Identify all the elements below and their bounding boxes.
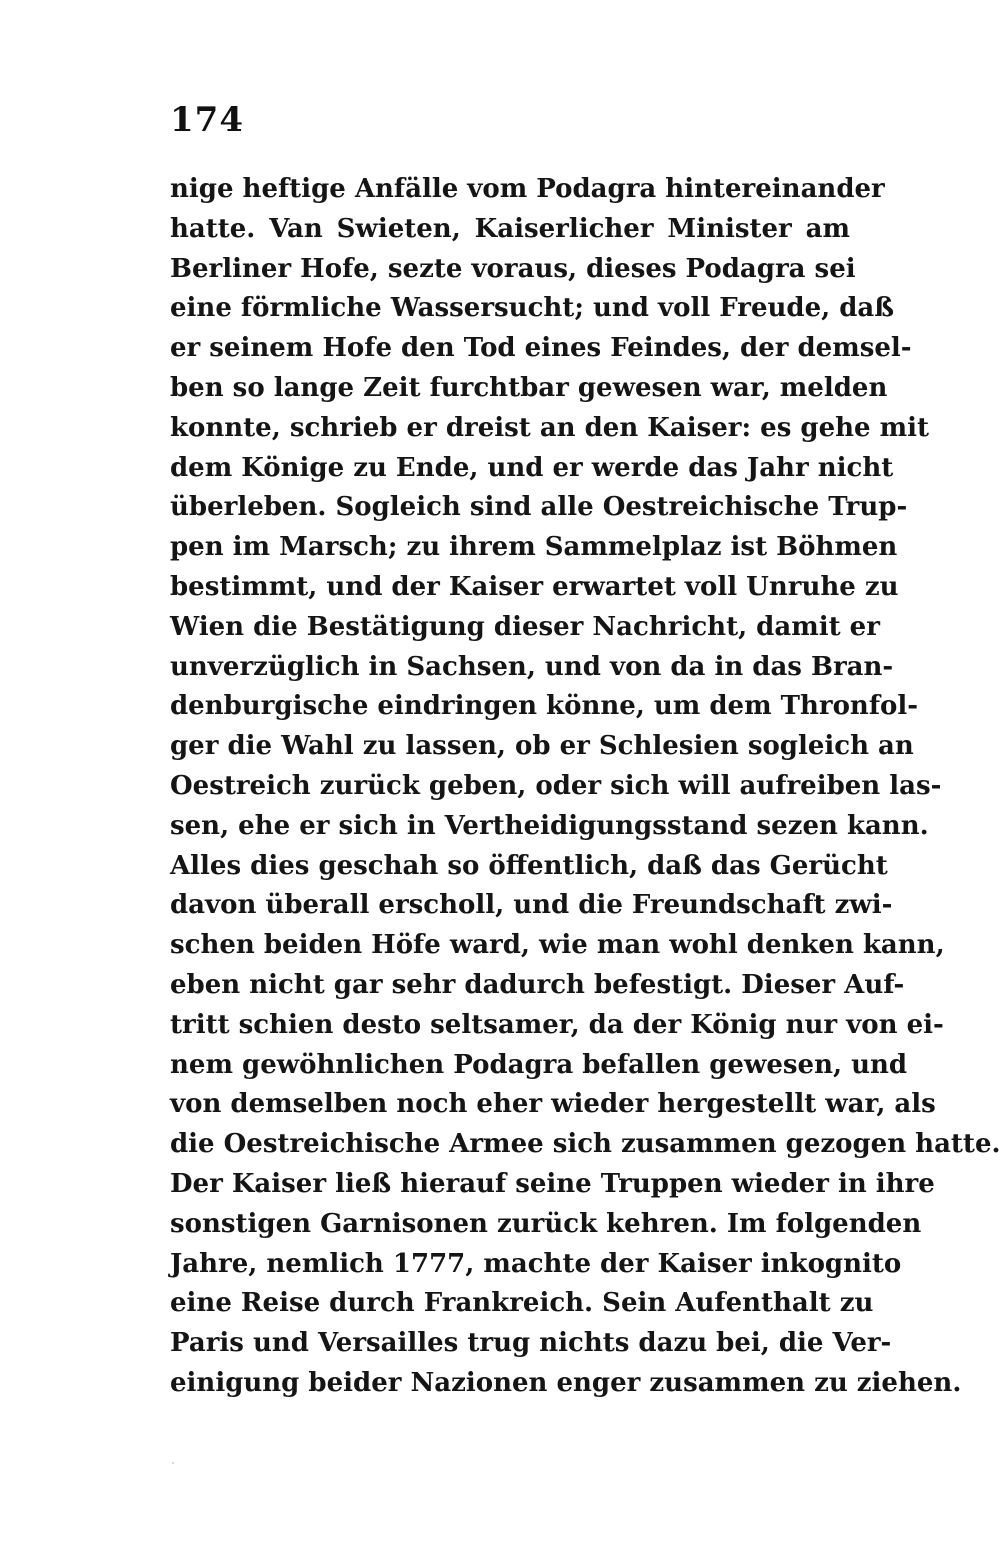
- text-line-14: denburgische eindringen könne, um dem Thronfol-: [170, 691, 919, 722]
- text-line-18: Alles dies geschah so öffentlich, daß das Gerücht: [170, 850, 888, 881]
- text-line-28: Jahre, nemlich 1777, machte der Kaiser inkognito: [170, 1248, 902, 1279]
- text-line-2: hatte. Van Swieten, Kaiserlicher Minister am: [170, 213, 850, 244]
- text-line-13: unverzüglich in Sachsen, und von da in das Bran-: [170, 651, 894, 682]
- text-line-25: die Oestreichische Armee sich zusammen gezogen hatte.: [170, 1129, 1001, 1160]
- text-line-19: davon überall erscholl, und die Freundschaft zwi-: [170, 890, 893, 921]
- text-line-10: pen im Marsch; zu ihrem Sammelplaz ist Böhmen: [170, 532, 898, 563]
- text-line-26: Der Kaiser ließ hierauf seine Truppen wieder in ihre: [170, 1168, 935, 1199]
- page-number: 174: [170, 100, 244, 140]
- text-line-7: konnte, schrieb er dreist an den Kaiser: es gehe mit: [170, 412, 930, 443]
- text-line-17: sen, ehe er sich in Vertheidigungsstand sezen kann.: [170, 810, 929, 841]
- text-line-15: ger die Wahl zu lassen, ob er Schlesien sogleich an: [170, 731, 914, 762]
- text-line-20: schen beiden Höfe ward, wie man wohl denken kann,: [170, 930, 945, 961]
- text-line-6: ben so lange Zeit furchtbar gewesen war, melden: [170, 372, 888, 403]
- text-line-4: eine förmliche Wassersucht; und voll Freude, daß: [170, 293, 895, 324]
- text-line-16: Oestreich zurück geben, oder sich will aufreiben las-: [170, 770, 942, 801]
- text-line-1: nige heftige Anfälle vom Podagra hintereinander: [170, 174, 885, 204]
- text-line-21: eben nicht gar sehr dadurch befestigt. Dieser Auf-: [170, 969, 905, 1000]
- text-line-30: Paris und Versailles trug nichts dazu bei, die Ver-: [170, 1328, 892, 1359]
- text-line-27: sonstigen Garnisonen zurück kehren. Im folgenden: [170, 1208, 922, 1239]
- text-line-12: Wien die Bestätigung dieser Nachricht, damit er: [170, 611, 880, 642]
- text-line-24: von demselben noch eher wieder hergestellt war, als: [170, 1089, 936, 1120]
- text-line-22: tritt schien desto seltsamer, da der König nur von ei-: [170, 1009, 944, 1040]
- text-line-8: dem Könige zu Ende, und er werde das Jahr nicht: [170, 452, 894, 483]
- text-line-31: einigung beider Nazionen enger zusammen zu ziehen.: [170, 1367, 962, 1398]
- body-text: [170, 170, 1001, 1404]
- text-line-3: Berliner Hofe, sezte voraus, dieses Podagra sei: [170, 253, 856, 284]
- text-line-9: überleben. Sogleich sind alle Oestreichische Trup-: [170, 492, 908, 523]
- paper-speck: [172, 1462, 174, 1464]
- text-line-5: er seinem Hofe den Tod eines Feindes, der demsel-: [170, 333, 912, 364]
- text-line-23: nem gewöhnlichen Podagra befallen gewesen, und: [170, 1049, 908, 1080]
- text-line-11: bestimmt, und der Kaiser erwartet voll Unruhe zu: [170, 571, 899, 602]
- text-line-29: eine Reise durch Frankreich. Sein Aufenthalt zu: [170, 1288, 874, 1319]
